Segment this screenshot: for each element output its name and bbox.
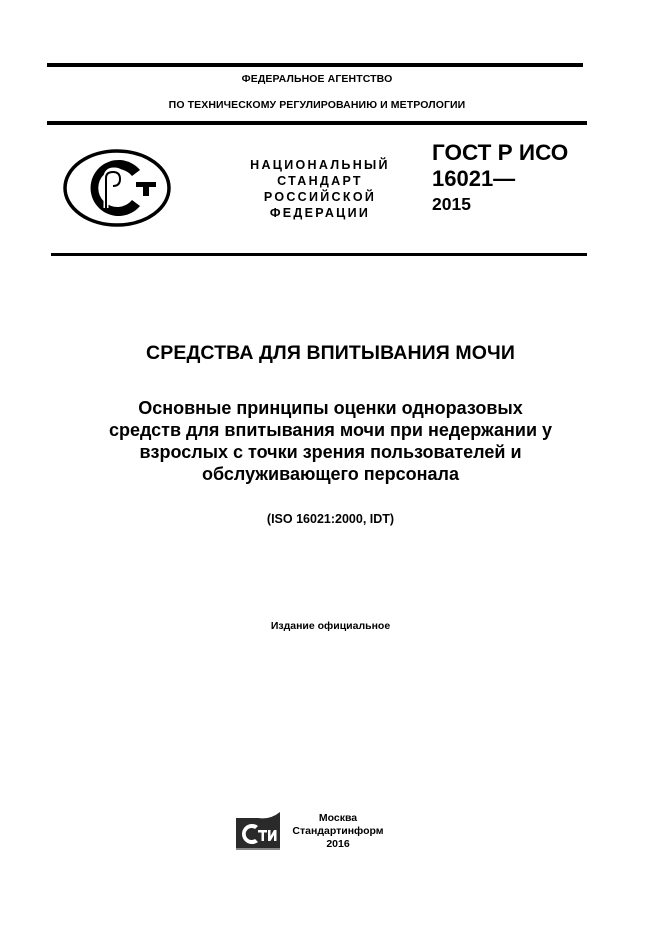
subtitle-line-4: обслуживающего персонала [201,464,460,484]
publisher-block [290,812,386,851]
national-standard-label [240,157,400,221]
subtitle-line-2: средств для впитывания мочи при недержании у [108,420,553,440]
publication-year: 2016 [326,838,350,850]
document-subtitle [60,397,601,485]
official-edition-label: Издание официальное [270,620,391,632]
designation-line-3: 2015 [432,194,471,214]
header-middle-rule [47,121,587,125]
national-line-3: РОССИЙСКОЙ [263,190,377,204]
agency-name-line1: ФЕДЕРАЛЬНОЕ АГЕНТСТВО [241,73,393,85]
publisher-city: Москва [318,812,358,824]
agency-name-line2: ПО ТЕХНИЧЕСКОМУ РЕГУЛИРОВАНИЮ И МЕТРОЛОГИИ [168,99,466,111]
document-title: СРЕДСТВА ДЛЯ ВПИТЫВАНИЯ МОЧИ [146,342,515,364]
subtitle-line-3: взрослых с точки зрения пользователей и [139,442,522,462]
publisher-name: Стандартинформ [292,825,384,837]
header-bottom-rule [51,253,587,256]
rst-gost-logo-icon [62,148,172,228]
standard-designation [432,140,568,216]
designation-line-1: ГОСТ Р ИСО [432,140,569,165]
designation-line-2: 16021— [432,166,516,191]
standartinform-logo-icon [234,810,286,852]
national-line-2: СТАНДАРТ [277,174,363,188]
national-line-4: ФЕДЕРАЦИИ [269,206,371,220]
subtitle-line-1: Основные принципы оценки одноразовых [138,398,523,418]
iso-reference: (ISO 16021:2000, IDT) [266,512,395,526]
national-line-1: НАЦИОНАЛЬНЫЙ [250,158,390,172]
header-top-rule [47,63,583,67]
